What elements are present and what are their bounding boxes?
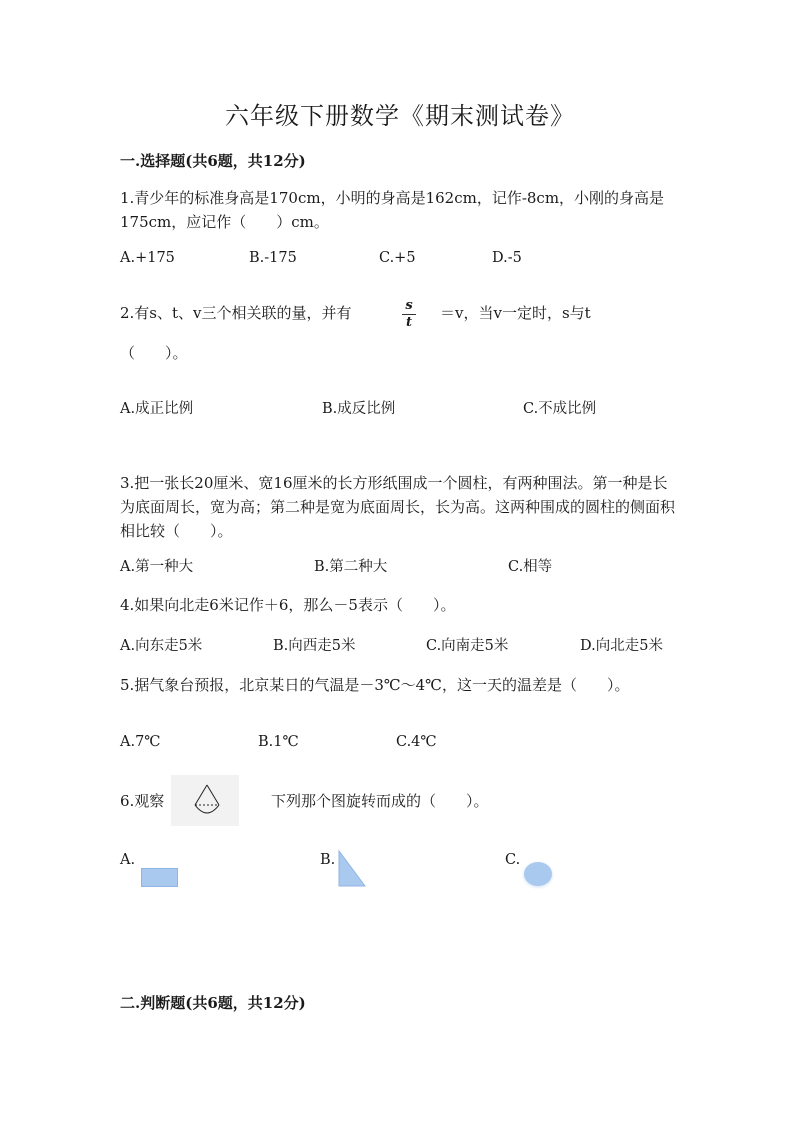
q4-option-d[interactable]: D.向北走5米 — [580, 638, 663, 654]
q1-option-a[interactable]: A.+175 — [120, 250, 175, 266]
q3-option-c[interactable]: C.相等 — [508, 559, 553, 575]
section-heading-choice: 一.选择题(共6题，共12分) — [120, 152, 306, 170]
q1-option-d[interactable]: D.-5 — [492, 250, 522, 266]
q4-option-c[interactable]: C.向南走5米 — [426, 638, 509, 654]
q1-option-b[interactable]: B.-175 — [249, 250, 297, 266]
question-4-text: 4.如果向北走6米记作＋6，那么－5表示（ ）。 — [120, 596, 456, 614]
q1-option-c[interactable]: C.+5 — [379, 250, 416, 266]
q4-option-b[interactable]: B.向西走5米 — [273, 638, 356, 654]
section-heading-judgement: 二.判断题(共6题，共12分) — [120, 994, 306, 1012]
question-5-text: 5.据气象台预报，北京某日的气温是－3℃～4℃，这一天的温差是（ ）。 — [120, 676, 630, 694]
q2-option-c[interactable]: C.不成比例 — [523, 401, 597, 417]
q4-option-a[interactable]: A.向东走5米 — [120, 638, 203, 654]
q5-option-b[interactable]: B.1℃ — [258, 734, 299, 750]
circle-shape-icon[interactable] — [524, 862, 552, 886]
question-2-text-a: 2.有s、t、v三个相关联的量，并有 — [120, 304, 352, 322]
cone-thumbnail — [171, 775, 239, 826]
q2-option-b[interactable]: B.成反比例 — [322, 401, 396, 417]
q6-option-c[interactable]: C. — [505, 852, 521, 868]
fraction-denominator: t — [405, 315, 412, 330]
question-6-text-a: 6.观察 — [120, 792, 165, 810]
fraction-s-over-t — [400, 298, 418, 331]
rectangle-shape-icon[interactable] — [141, 868, 178, 887]
q2-option-a[interactable]: A.成正比例 — [120, 401, 194, 417]
q5-option-c[interactable]: C.4℃ — [396, 734, 437, 750]
page-title: 六年级下册数学《期末测试卷》 — [225, 102, 575, 130]
q6-option-b[interactable]: B. — [320, 852, 336, 868]
q6-option-a[interactable]: A. — [120, 852, 136, 868]
cone-icon — [171, 775, 239, 826]
q5-option-a[interactable]: A.7℃ — [120, 734, 161, 750]
question-6-text-b: 下列那个图旋转而成的（ ）。 — [271, 792, 489, 810]
right-triangle-shape-icon[interactable] — [338, 850, 366, 887]
question-1-text: 1.青少年的标准身高是170cm，小明的身高是162cm，记作-8cm，小刚的身高是175cm，应记作（ ）cm。 — [120, 189, 665, 231]
q3-option-a[interactable]: A.第一种大 — [120, 559, 194, 575]
question-3-text: 3.把一张长20厘米、宽16厘米的长方形纸围成一个圆柱，有两种围法。第一种是长为底面周长，宽为高；第二种是宽为底面周长，长为高。这两种围成的圆柱的侧面积相比较（ ）。 — [120, 474, 676, 540]
fraction-numerator: s — [405, 298, 413, 313]
question-2-text-b: ＝v，当v一定时，s与t — [440, 304, 591, 322]
question-2-text-c: （ ）。 — [120, 344, 188, 362]
q3-option-b[interactable]: B.第二种大 — [314, 559, 388, 575]
